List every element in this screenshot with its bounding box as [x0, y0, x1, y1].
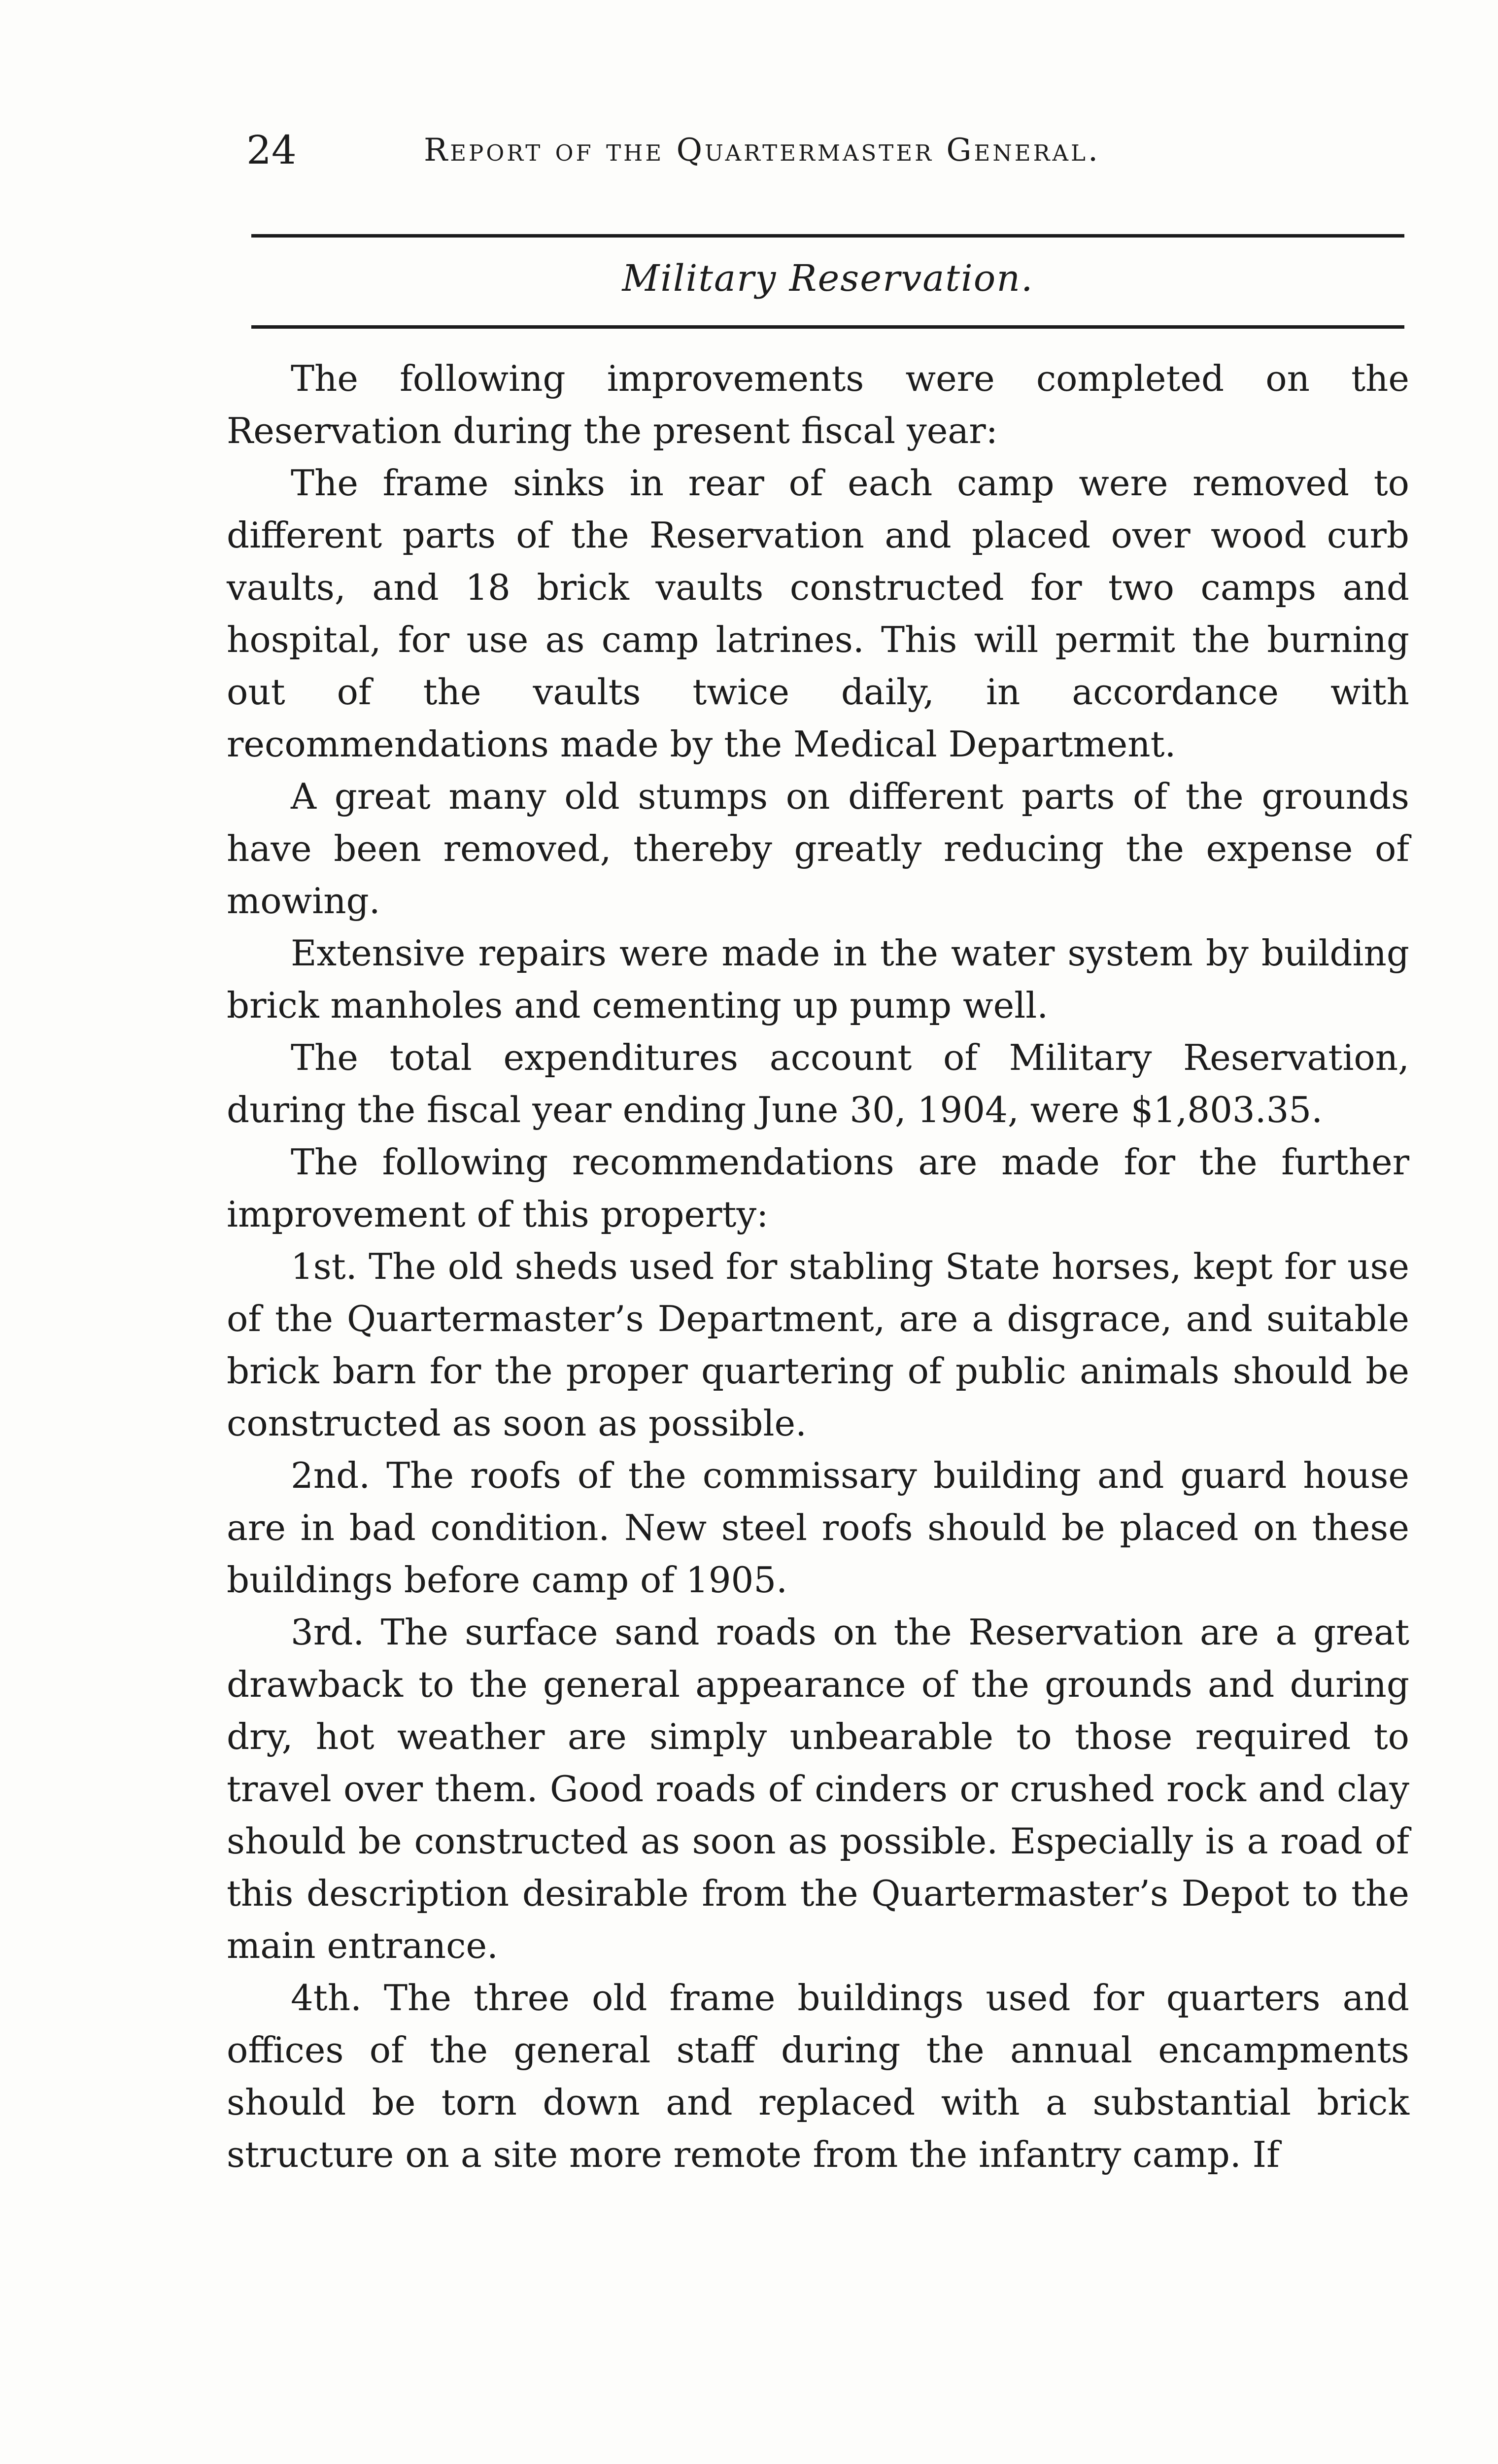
body-text [227, 352, 1409, 2181]
bottom-rule [251, 325, 1404, 329]
running-title: Report of the Quartermaster General. [424, 132, 1101, 169]
paragraph-frame-sinks: The frame sinks in rear of each camp were removed to different parts of the Reservation and placed over wood curb vaults, and 18 brick vaults constructed for two camps and hospital, for use as camp latrines. This will permit the burning out of the vaults twice daily, in accordance with recommendations made by the Medical Department. [227, 462, 1409, 765]
paragraph-recommendation-2: 2nd. The roofs of the commissary building and guard house are in bad condition. New steel roofs should be placed on these buildings before camp of 1905. [227, 1455, 1409, 1601]
paragraph-recommendation-3: 3rd. The surface sand roads on the Reservation are a great drawback to the general appearance of the grounds and during dry, hot weather are simply unbearable to those required to travel over them. Good roads of cinders or crushed rock and clay should be constructed as soon as possible. Especially is a road of this description desirable from the Quartermaster’s Depot to the main entrance. [227, 1611, 1409, 1966]
section-title: Military Reservation. [622, 257, 1034, 300]
paragraph-stumps: A great many old stumps on different parts of the grounds have been removed, thereby greatly reducing the expense of mowing. [227, 776, 1409, 922]
top-rule [251, 234, 1404, 238]
paragraph-intro: The following improvements were completed on the Reservation during the present fiscal year: [227, 358, 1409, 451]
page-header [246, 126, 1409, 185]
page-number: 24 [246, 127, 297, 173]
paragraph-recommendation-4: 4th. The three old frame buildings used for quarters and offices of the general staff during the annual encampments should be torn down and replaced with a substantial brick structure on a site more remote from the infantry camp. If [227, 1977, 1409, 2175]
paragraph-recommendations-intro: The following recommendations are made for the further improvement of this property: [227, 1141, 1409, 1235]
paragraph-water-system: Extensive repairs were made in the water system by building brick manholes and cementing up pump well. [227, 932, 1409, 1026]
paragraph-expenditures: The total expenditures account of Military Reservation, during the fiscal year ending June 30, 1904, were $1,803.35. [227, 1037, 1409, 1130]
paragraph-recommendation-1: 1st. The old sheds used for stabling State horses, kept for use of the Quartermaster’s Department, are a disgrace, and suitable brick barn for the proper quartering of public animals should be constructed as soon as possible. [227, 1246, 1409, 1444]
